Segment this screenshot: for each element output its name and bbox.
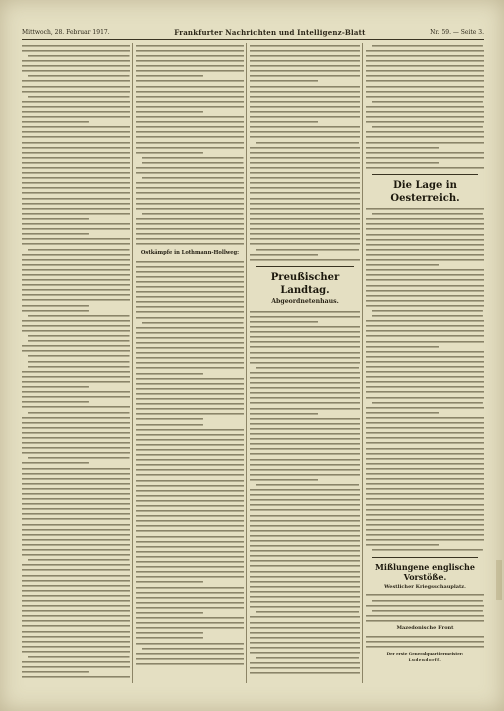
column-separator	[132, 43, 133, 683]
macedonian-front-heading: Mazedonische Front	[396, 625, 454, 632]
column-2	[136, 43, 244, 683]
page-edge-mark	[496, 560, 502, 600]
text-line	[250, 671, 360, 676]
section-rule	[256, 266, 354, 267]
text-line	[366, 618, 484, 623]
signature-name: Ludendorff.	[408, 656, 442, 662]
page-header	[22, 26, 484, 38]
landtag-title: Preußischer Landtag.	[270, 272, 340, 297]
failed-attacks-title: Mißlungene englische Vorstöße.	[375, 561, 475, 582]
column-1	[22, 43, 130, 683]
text-line	[22, 675, 130, 680]
text-line	[136, 242, 244, 247]
column-3	[250, 43, 360, 683]
header-page-number: Nr. 59. — Seite 3.	[430, 28, 484, 36]
column-separator	[362, 43, 363, 683]
masthead: Frankfurter Nachrichten und Intelligenz-Blatt	[174, 27, 366, 37]
column-2-heading: Ostkämpfe in Lothmann-Hollweg:	[140, 249, 240, 256]
section-rule	[372, 557, 478, 558]
text-line	[366, 548, 484, 553]
austria-title: Die Lage in Oesterreich.	[390, 180, 460, 205]
landtag-subtitle: Abgeordnetenhaus.	[271, 298, 339, 306]
western-front-heading: Westlicher Kriegsschauplatz.	[384, 583, 466, 590]
header-date: Mittwoch, 28. Februar 1917.	[22, 28, 110, 36]
text-line	[366, 644, 484, 649]
text-line	[366, 165, 484, 170]
column-4	[366, 43, 484, 683]
section-rule	[372, 174, 478, 175]
text-line	[136, 661, 244, 666]
header-rule	[22, 39, 484, 40]
quartermaster-line: Der erste Generalquartiermeister:	[386, 650, 464, 656]
column-separator	[246, 43, 247, 683]
text-line	[250, 257, 360, 262]
